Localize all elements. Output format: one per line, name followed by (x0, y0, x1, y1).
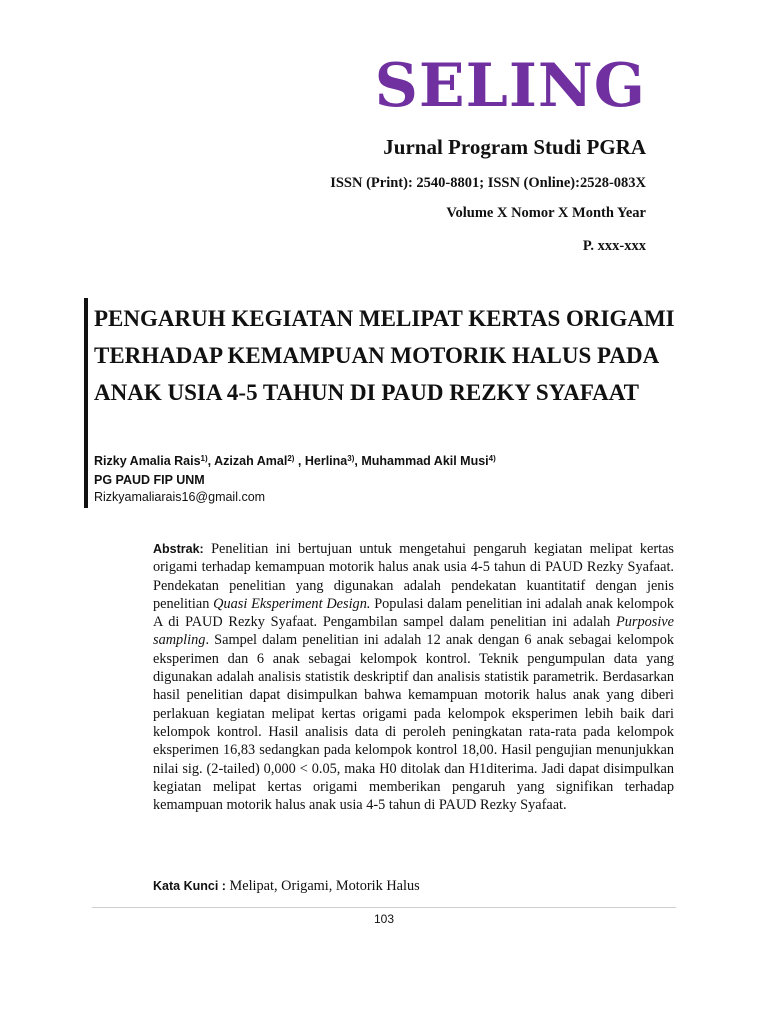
issn-line: ISSN (Print): 2540-8801; ISSN (Online):2528-083X (330, 175, 646, 191)
author-name: Rizky Amalia Rais (94, 454, 201, 468)
author-mark: 2) (287, 454, 295, 463)
article-title (94, 300, 674, 411)
title-line: PENGARUH KEGIATAN MELIPAT KERTAS ORIGAMI (94, 306, 675, 331)
author-name: Azizah Amal (214, 454, 288, 468)
page-range: P. xxx-xxx (582, 238, 646, 254)
abstract-label: Abstrak: (153, 542, 204, 556)
author-name: Herlina (304, 454, 348, 468)
author-separator: , (207, 454, 215, 468)
title-line: ANAK USIA 4-5 TAHUN DI PAUD REZKY SYAFAAT (94, 380, 640, 405)
author-mark: 4) (488, 454, 496, 463)
keywords-value: Melipat, Origami, Motorik Halus (225, 878, 420, 894)
author-list (94, 452, 496, 470)
keywords-label: Kata Kunci : (153, 879, 226, 893)
author-separator: , (354, 454, 362, 468)
footer-divider (92, 907, 676, 908)
journal-name: SELING (374, 51, 646, 121)
author-separator: , (294, 454, 305, 468)
author-mark: 1) (200, 454, 208, 463)
abstract-text: Penelitian ini bertujuan untuk mengetahui pengaruh kegiatan melipat kertas origami terhadap kemampuan motorik halus anak usia 4-5 tahun di PAUD Rezky Syafaat. Pendekatan penelitian yang digunakan adalah pendekatan kuantitatif dengan jenis penelitian (153, 541, 674, 612)
page-number: 103 (373, 912, 395, 926)
journal-subtitle: Jurnal Program Studi PGRA (383, 135, 646, 159)
author-affiliation: PG PAUD FIP UNM (94, 473, 205, 487)
author-name: Muhammad Akil Musi (361, 454, 489, 468)
author-email: Rizkyamaliarais16@gmail.com (94, 490, 266, 504)
abstract-italic-term: Quasi Eksperiment Design. (213, 595, 371, 612)
title-accent-bar (84, 298, 88, 508)
volume-line: Volume X Nomor X Month Year (446, 205, 646, 221)
author-mark: 3) (347, 454, 355, 463)
abstract-italic-term: Purposive sampling (153, 614, 674, 649)
keywords (153, 877, 674, 895)
abstract (153, 540, 674, 814)
abstract-text: . Sampel dalam penelitian ini adalah 12 anak dengan 6 anak sebagai kelompok eksperimen dan 6 anak sebagai kelompok kontrol. Teknik pengumpulan data yang digunakan adalah analisis statistik deskriptif dan analisis statistik parametrik. Berdasarkan hasil penelitian dapat disimpulkan bahwa kemampuan motorik halus anak yang diberi perlakuan kegiatan melipat kertas origami pada kelompok eksperimen lebih baik dari kelompok kontrol. Hasil analisis data di peroleh peningkatan rata-rata pada kelompok eksperimen 16,83 sedangkan pada kelompok kontrol 18,00. Hasil pengujian menunjukkan nilai sig. (2-tailed) 0,000 < 0.05, maka H0 ditolak dan H1diterima. Jadi dapat disimpulkan kegiatan melipat kertas origami memberikan pengaruh yang signifikan terhadap kemampuan motorik halus anak usia 4-5 tahun di PAUD Rezky Syafaat. (153, 632, 674, 814)
title-line: TERHADAP KEMAMPUAN MOTORIK HALUS PADA (94, 343, 660, 368)
abstract-text: Populasi dalam penelitian ini adalah anak kelompok A di PAUD Rezky Syafaat. Pengambilan sampel dalam penelitian ini adalah (153, 595, 674, 631)
